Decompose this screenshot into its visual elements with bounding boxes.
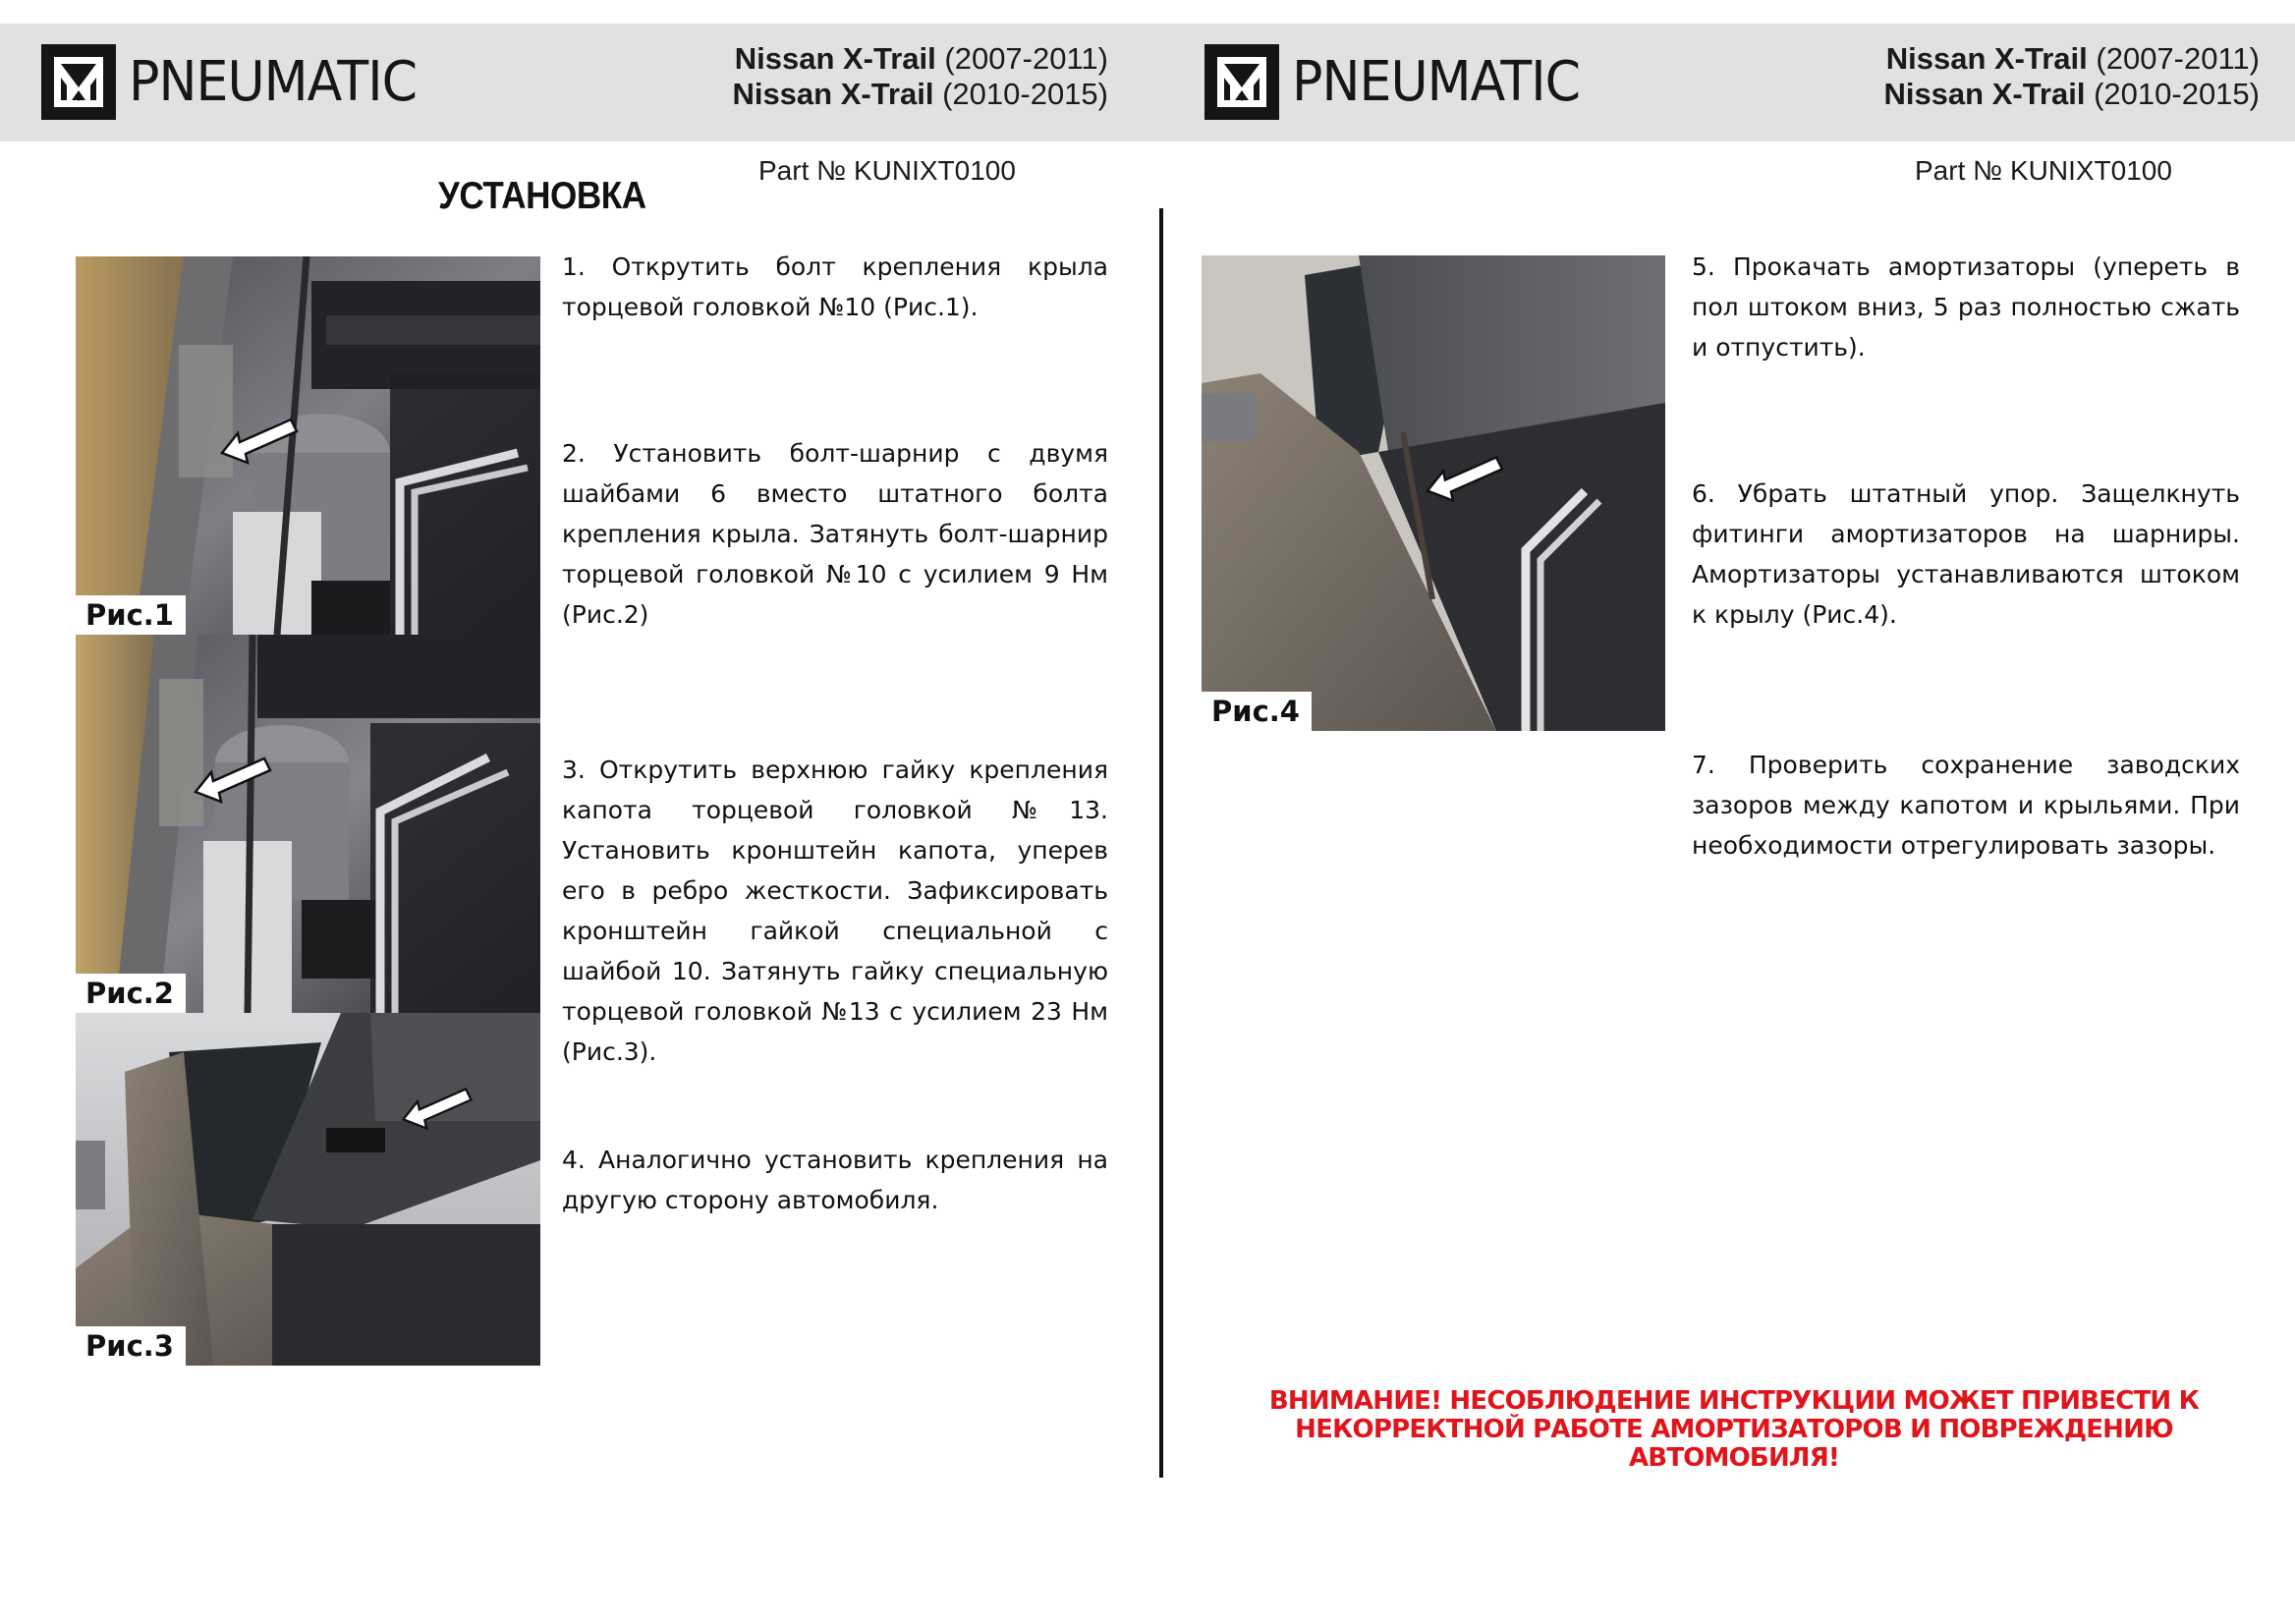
model-line bbox=[732, 77, 1108, 112]
figure-label: Рис.1 bbox=[76, 595, 186, 635]
brand-logo bbox=[41, 44, 438, 120]
arrow-pointer-icon bbox=[398, 1084, 476, 1133]
pneumatic-m-logo-icon bbox=[41, 44, 116, 120]
part-number: Part № KUNIXT0100 bbox=[758, 155, 1016, 186]
figure-label: Рис.3 bbox=[76, 1326, 186, 1366]
instruction-step-4: 4. Аналогично установить крепления на другую сторону автомобиля. bbox=[562, 1146, 1108, 1214]
pneumatic-m-logo-icon bbox=[1204, 44, 1279, 120]
figure-label: Рис.4 bbox=[1202, 692, 1312, 731]
arrow-pointer-icon bbox=[193, 753, 273, 807]
model-name: Nissan X-Trail bbox=[1885, 41, 2088, 76]
instruction-step-2: 2. Установить болт-шарнир с двумя шайбами 6 вместо штатного болта крепления крыла. Затянуть болт-шарнир торцевой головкой №10 с усилием 9 Нм (Рис.2) bbox=[562, 439, 1108, 629]
warning-notice: ВНИМАНИЕ! НЕСОБЛЮДЕНИЕ ИНСТРУКЦИИ МОЖЕТ ПРИВЕСТИ К НЕКОРРЕКТНОЙ РАБОТЕ АМОРТИЗАТОРОВ И ПОВРЕЖДЕНИЮ АВТОМОБИЛЯ! bbox=[1268, 1386, 2200, 1473]
figure-3-photo bbox=[76, 1013, 540, 1366]
instruction-step-3: 3. Открутить верхнюю гайку крепления капота торцевой головкой №13. Установить кронштейн капота, уперев его в ребро жесткости. Зафиксировать кронштейн гайкой специальной с шайбой 10. Затянуть гайку специальную торцевой головкой №13 с усилием 23 Нм (Рис.3). bbox=[562, 756, 1108, 1066]
vehicle-models bbox=[1883, 41, 2260, 112]
instruction-step-7: 7. Проверить сохранение заводских зазоров между капотом и крыльями. При необходимости отрегулировать зазоры. bbox=[1692, 751, 2240, 860]
instruction-step-6: 6. Убрать штатный упор. Защелкнуть фитинги амортизаторов на шарниры. Амортизаторы устанавливаются штоком к крылу (Рис.4). bbox=[1692, 479, 2240, 629]
model-years: (2010-2015) bbox=[942, 77, 1108, 111]
model-years: (2007-2011) bbox=[944, 41, 1108, 76]
brand-logo bbox=[1204, 44, 1601, 120]
model-line bbox=[1883, 41, 2260, 77]
arrow-pointer-icon bbox=[1426, 450, 1504, 507]
page-title: УСТАНОВКА bbox=[438, 175, 646, 217]
model-name: Nissan X-Trail bbox=[1883, 77, 2086, 111]
brand-name: PNEUMATIC bbox=[129, 50, 418, 114]
arrow-pointer-icon bbox=[220, 414, 299, 468]
figure-1-photo bbox=[76, 256, 540, 635]
part-number: Part № KUNIXT0100 bbox=[1915, 155, 2172, 186]
model-line bbox=[1883, 77, 2260, 112]
brand-name: PNEUMATIC bbox=[1292, 50, 1581, 114]
instruction-step-5: 5. Прокачать амортизаторы (упереть в пол штоком вниз, 5 раз полностью сжать и отпустить). bbox=[1692, 252, 2240, 362]
model-years: (2010-2015) bbox=[2094, 77, 2260, 111]
model-line bbox=[732, 41, 1108, 77]
model-name: Nissan X-Trail bbox=[734, 41, 936, 76]
page-divider bbox=[1159, 208, 1163, 1478]
model-years: (2007-2011) bbox=[2096, 41, 2260, 76]
figure-2-photo bbox=[76, 635, 540, 1013]
figure-label: Рис.2 bbox=[76, 974, 186, 1013]
vehicle-models bbox=[732, 41, 1108, 112]
model-name: Nissan X-Trail bbox=[732, 77, 934, 111]
instruction-step-1: 1. Открутить болт крепления крыла торцевой головкой №10 (Рис.1). bbox=[562, 252, 1108, 321]
figure-4-photo bbox=[1202, 255, 1665, 731]
